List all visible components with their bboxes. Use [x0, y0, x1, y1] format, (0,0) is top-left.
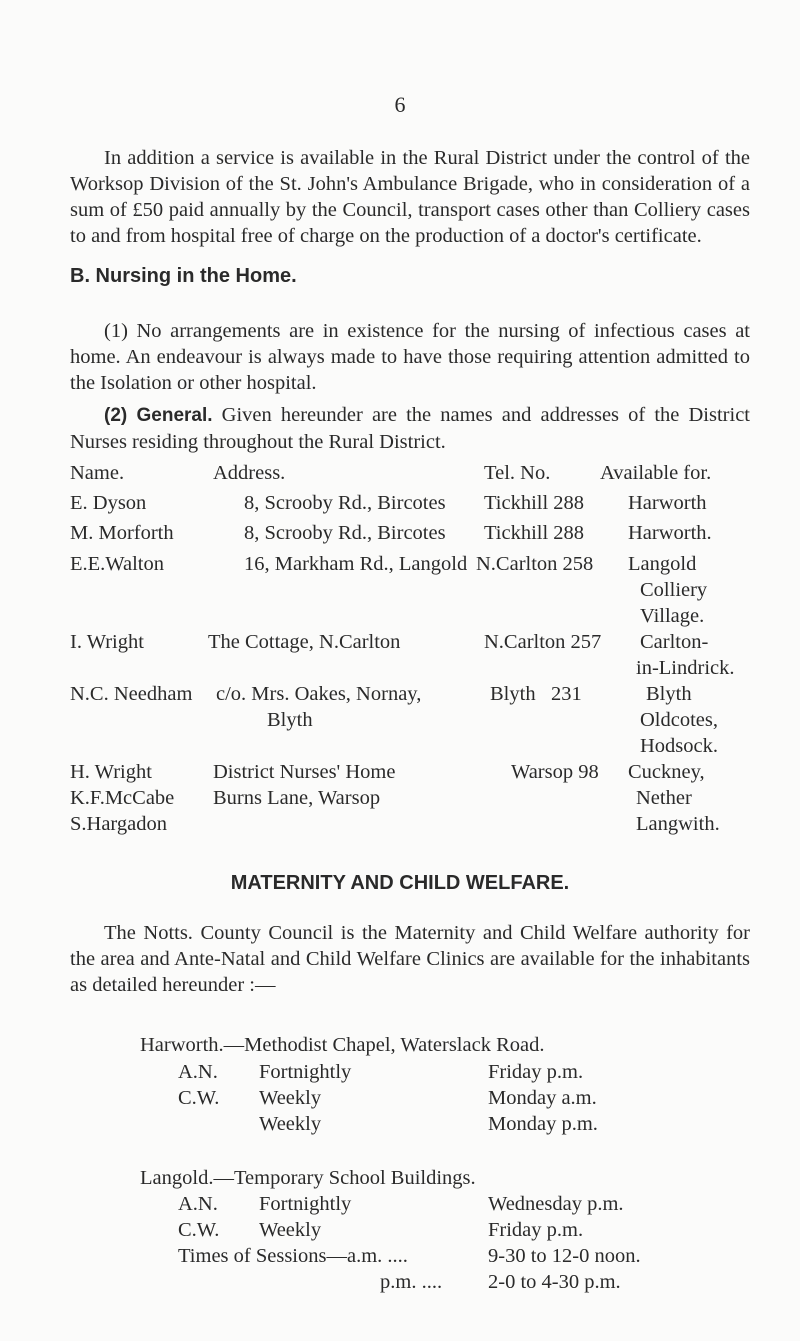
- table-row-name: S.Hargadon: [70, 813, 167, 835]
- clinic-frequency: Weekly: [259, 1087, 322, 1109]
- table-row-address: c/o. Mrs. Oakes, Nornay,: [216, 683, 422, 705]
- table-row-address: 8, Scrooby Rd., Bircotes: [244, 492, 446, 514]
- general-text: Given hereunder are the names and addresses of the District Nurses residing throughout the Rural District.: [70, 404, 750, 453]
- clinic-frequency: Fortnightly: [259, 1061, 352, 1083]
- table-row-address: The Cottage, N.Carlton: [208, 631, 401, 653]
- table-row-name: M. Morforth: [70, 522, 174, 544]
- table-row-available: Cuckney,: [628, 761, 705, 783]
- table-row-available: Langwith.: [636, 813, 720, 835]
- clinic-type: A.N.: [178, 1193, 218, 1215]
- table-row-tel: Tickhill 288: [484, 492, 585, 514]
- harworth-title: Harworth.—Methodist Chapel, Waterslack Road.: [140, 1034, 545, 1056]
- maternity-heading: MATERNITY AND CHILD WELFARE.: [230, 872, 570, 894]
- table-row-name: K.F.McCabe: [70, 787, 175, 809]
- table-row-name: E.E.Walton: [70, 553, 164, 575]
- table-row-tel: N.Carlton 258: [476, 553, 594, 575]
- table-row-available: Langold: [628, 553, 697, 575]
- table-row-tel: Warsop 98: [511, 761, 599, 783]
- clinic-day: Monday p.m.: [488, 1113, 598, 1135]
- table-row-available: Nether: [636, 787, 692, 809]
- langold-title: Langold.—Temporary School Buildings.: [140, 1167, 476, 1189]
- sessions-pm-label: p.m. ....: [380, 1271, 443, 1293]
- table-row-name: E. Dyson: [70, 492, 147, 514]
- header-tel: Tel. No.: [484, 462, 551, 484]
- clinic-day: Friday p.m.: [488, 1219, 584, 1241]
- table-row-available: Harworth: [628, 492, 707, 514]
- sessions-pm: 2-0 to 4-30 p.m.: [488, 1271, 621, 1293]
- table-row-available: Village.: [640, 605, 705, 627]
- header-available: Available for.: [600, 462, 712, 484]
- clinic-day: Friday p.m.: [488, 1061, 584, 1083]
- table-row-name: I. Wright: [70, 631, 144, 653]
- table-row-address: Burns Lane, Warsop: [213, 787, 381, 809]
- general-label: (2) General.: [104, 405, 213, 426]
- clinic-type: C.W.: [178, 1087, 220, 1109]
- clinic-frequency: Fortnightly: [259, 1193, 352, 1215]
- table-row-address: 8, Scrooby Rd., Bircotes: [244, 522, 446, 544]
- table-row-address: Blyth: [267, 709, 313, 731]
- page-number: 6: [394, 92, 406, 117]
- clinic-day: Wednesday p.m.: [488, 1193, 624, 1215]
- table-row-available: Blyth: [646, 683, 692, 705]
- table-row-available: Hodsock.: [640, 735, 719, 757]
- table-row-name: H. Wright: [70, 761, 152, 783]
- table-row-available: Colliery: [640, 579, 708, 601]
- table-row-available: Oldcotes,: [640, 709, 718, 731]
- section-b-para2: [70, 402, 750, 455]
- table-row-name: N.C. Needham: [70, 683, 193, 705]
- table-row-address: District Nurses' Home: [213, 761, 396, 783]
- sessions-label: Times of Sessions—a.m. ....: [178, 1245, 408, 1267]
- intro-paragraph: In addition a service is available in the Rural District under the control of the Worksop Division of the St. John's Ambulance Brigade, who in consideration of a sum of £50 paid annually by the Council, transport cases other than Colliery cases to and from hospital free of charge on the production of a doctor's certificate.: [70, 147, 750, 247]
- section-b-heading: B. Nursing in the Home.: [70, 265, 297, 287]
- table-row-available: in-Lindrick.: [636, 657, 735, 679]
- clinic-frequency: Weekly: [259, 1219, 322, 1241]
- sessions-am: 9-30 to 12-0 noon.: [488, 1245, 641, 1267]
- clinic-frequency: Weekly: [259, 1113, 322, 1135]
- maternity-paragraph: The Notts. County Council is the Maternity and Child Welfare authority for the area and Ante-Natal and Child Welfare Clinics are available for the inhabitants as detailed hereunder :—: [70, 922, 750, 996]
- table-row-tel: Tickhill 288: [484, 522, 585, 544]
- header-name: Name.: [70, 462, 125, 484]
- table-row-available: Carlton-: [640, 631, 709, 653]
- table-row-tel: N.Carlton 257: [484, 631, 602, 653]
- table-row-available: Harworth.: [628, 522, 712, 544]
- header-address: Address.: [213, 462, 286, 484]
- table-row-address: 16, Markham Rd., Langold: [244, 553, 468, 575]
- clinic-day: Monday a.m.: [488, 1087, 597, 1109]
- section-b-para1: (1) No arrangements are in existence for the nursing of infectious cases at home. An endeavour is always made to have those requiring attention admitted to the Isolation or other hospital.: [70, 320, 750, 394]
- clinic-type: C.W.: [178, 1219, 220, 1241]
- clinic-type: A.N.: [178, 1061, 218, 1083]
- table-row-tel: Blyth 231: [490, 683, 582, 705]
